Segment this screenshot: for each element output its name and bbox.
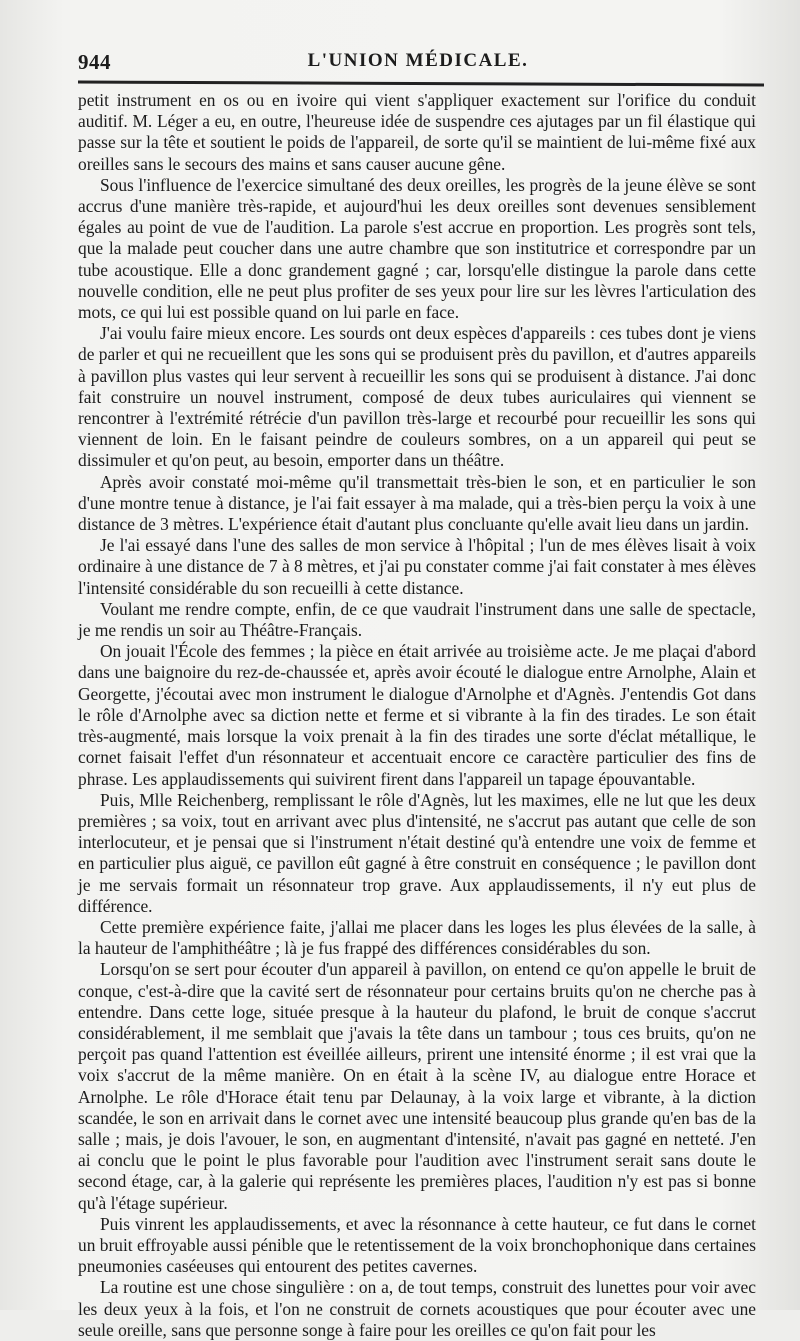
page-number: 944 (78, 50, 111, 74)
paragraph: petit instrument en os ou en ivoire qui vient s'appliquer exactement sur l'orifice du conduit auditif. M. Léger a eu, en outre, l'heureuse idée de suspendre ces ajutages par un fil élastique qui passe sur la tête et soutient le poids de l'appareil, de sorte qu'il se maintient de lui-même fixé aux oreilles sans le secours des mains et sans causer aucune gêne. (78, 90, 756, 174)
article-body (78, 90, 756, 1341)
paragraph: Cette première expérience faite, j'allai me placer dans les loges les plus élevées de la salle, à la hauteur de l'amphithéâtre ; là je fus frappé des différences considérables du son. (78, 916, 756, 959)
paragraph: Puis, Mlle Reichenberg, remplissant le rôle d'Agnès, lut les maximes, elle ne lut que les deux premières ; sa voix, tout en arrivant avec plus d'intensité, ne s'accrut pas autant que celle de son interlocuteur, et je pensai que si l'instrument n'était destiné qu'à entendre une voix de femme et en particulier plus aiguë, ce pavillon eût gagné à être construit en conséquence ; le pavillon dont je me servais formait un résonnateur trop grave. Aux applaudissements, il n'y eut plus de différence. (78, 789, 756, 916)
paragraph: Je l'ai essayé dans l'une des salles de mon service à l'hôpital ; l'un de mes élèves lisait à voix ordinaire à une distance de 7 à 8 mètres, et j'ai pu constater comme j'ai fait constater à mes élèves l'intensité considérable du son recueilli à cette distance. (78, 535, 756, 598)
paragraph: On jouait l'École des femmes ; la pièce en était arrivée au troisième acte. Je me plaçai d'abord dans une baignoire du rez-de-chaussée et, après avoir écouté le dialogue entre Arnolphe, Alain et Georgette, j'écoutai avec mon instrument le dialogue d'Arnolphe et d'Agnès. J'entendis Got dans le rôle d'Arnolphe avec sa diction nette et ferme et si vibrante à la fin des tirades. Le son était très-augmenté, mais lorsque la voix prenait à la fin des tirades une sorte d'éclat métallique, le cornet faisait l'effet d'un résonnateur et accentuait encore ce caractère particulier des fins de phrase. Les applaudissements qui suivirent firent dans l'appareil un tapage épouvantable. (78, 641, 756, 789)
paragraph: La routine est une chose singulière : on a, de tout temps, construit des lunettes pour voir avec les deux yeux à la fois, et l'on ne construit de cornets acoustiques que pour écouter avec une seule oreille, sans que personne songe à faire pour les oreilles ce qu'on fait pour les (78, 1277, 756, 1340)
paragraph: J'ai voulu faire mieux encore. Les sourds ont deux espèces d'appareils : ces tubes dont je viens de parler et qui ne recueillent que les sons qui se produisent près du pavillon, et d'autres appareils à pavillon plus vastes qui leur servent à recueillir les sons qui se produisent à distance. J'ai donc fait construire un nouvel instrument, composé de deux tubes auriculaires qui viennent se rencontrer à l'extrémité rétrécie d'un pavillon très-large et recourbé pour recueillir les sons qui viennent de loin. En le faisant peindre de couleurs sombres, on a un appareil qui peut se dissimuler et qu'on peut, au besoin, emporter dans un théâtre. (78, 323, 756, 471)
paragraph: Lorsqu'on se sert pour écouter d'un appareil à pavillon, on entend ce qu'on appelle le bruit de conque, c'est-à-dire que la cavité sert de résonnateur pour certains bruits qu'on ne cherche pas à entendre. Dans cette loge, située presque à la hauteur du plafond, le bruit de conque s'accrut considérablement, il me semblait que j'avais la tête dans un tambour ; tous ces bruits, qu'on ne perçoit pas quand l'attention est éveillée ailleurs, prirent une intensité énorme ; il est vrai que la voix s'accrut de la même manière. On en était à la scène IV, au dialogue entre Horace et Arnolphe. Le rôle d'Horace était tenu par Delaunay, à la voix large et vibrante, à la diction scandée, le son en arrivait dans le cornet avec une intensité beaucoup plus grande qu'en bas de la salle ; mais, je dois l'avouer, le son, en augmentant d'intensité, n'avait pas gagné en netteté. J'en ai conclu que le point le plus favorable pour l'audition avec l'instrument serait sans doute le second étage, car, à la galerie qui représente les premières places, l'audition n'y est pas si bonne qu'à l'étage supérieur. (78, 959, 756, 1213)
header-rule (78, 81, 764, 87)
paragraph: Après avoir constaté moi-même qu'il transmettait très-bien le son, et en particulier le son d'une montre tenue à distance, je l'ai fait essayer à ma malade, qui a très-bien perçu la voix à une distance de 3 mètres. L'expérience était d'autant plus concluante qu'elle avait lieu dans un jardin. (78, 471, 756, 535)
page-header (78, 50, 758, 80)
paragraph: Voulant me rendre compte, enfin, de ce que vaudrait l'instrument dans une salle de spectacle, je me rendis un soir au Théâtre-Français. (78, 598, 756, 641)
journal-title: L'UNION MÉDICALE. (307, 50, 529, 71)
paragraph: Puis vinrent les applaudissements, et avec la résonnance à cette hauteur, ce fut dans le cornet un bruit effroyable aussi pénible que le retentissement de la voix bronchophonique dans certaines pneumonies caséeuses qui entourent des petites cavernes. (78, 1213, 756, 1277)
paragraph: Sous l'influence de l'exercice simultané des deux oreilles, les progrès de la jeune élève se sont accrus d'une manière très-rapide, et aujourd'hui les deux oreilles sont devenues sensiblement égales au point de vue de l'audition. La parole s'est accrue en proportion. Les progrès sont tels, que la malade peut coucher dans une autre chambre que son institutrice et correspondre par un tube acoustique. Elle a donc grandement gagné ; car, lorsqu'elle distingue la parole dans cette nouvelle condition, elle ne peut plus profiter de ses yeux pour lire sur les lèvres l'articulation des mots, ce qui lui est possible quand on lui parle en face. (78, 174, 756, 323)
